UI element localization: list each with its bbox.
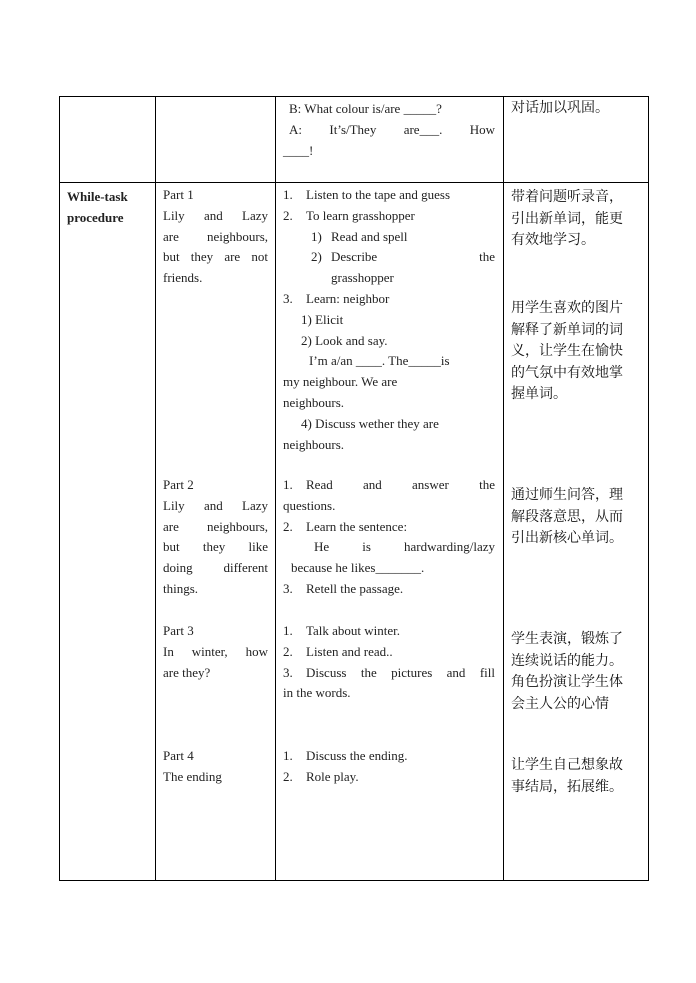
stage-label: procedure	[67, 209, 124, 225]
part-desc-line: The ending	[163, 768, 222, 784]
note-text: 对话加以巩固。	[511, 100, 609, 116]
part-3-activities	[283, 621, 495, 704]
table-row	[60, 183, 649, 881]
table-row	[60, 97, 649, 183]
part-title: Part 3	[163, 623, 194, 638]
note-block	[511, 298, 645, 406]
part-desc-line: but they are not	[163, 249, 268, 265]
note-line: 解释了新单词的词	[511, 321, 623, 338]
part-cell	[156, 183, 276, 881]
stage-label: While-task	[67, 189, 128, 204]
part-desc-line: are they?	[163, 664, 211, 680]
note-block	[511, 485, 645, 550]
part-desc-line: are neighbours,	[163, 228, 268, 244]
step-line: questions.	[283, 497, 336, 513]
note-line: 引出新单词，能更	[511, 210, 623, 227]
step-line: 1) Read and spell	[311, 228, 408, 244]
part-title: Part 2	[163, 477, 194, 492]
note-line: 带着问题听录音，	[511, 189, 623, 205]
part-desc-line: but they like	[163, 539, 268, 555]
note-cell	[504, 183, 649, 881]
part-title: Part 4	[163, 748, 194, 763]
part-desc-line: doing different	[163, 560, 268, 576]
activity-line: ____!	[283, 142, 314, 158]
part-desc-line: In winter, how	[163, 643, 268, 659]
step-line: 4) Discuss wether they are	[301, 415, 439, 431]
note-line: 握单词。	[511, 386, 567, 402]
step-line: 1) Elicit	[301, 311, 344, 327]
note-line: 连续说话的能力。	[511, 652, 623, 669]
step-line: 3. Retell the passage.	[283, 580, 404, 596]
step-line: 2. Learn the sentence:	[283, 518, 408, 534]
part-desc-line: Lily and Lazy	[163, 497, 268, 513]
step-line: 1. Talk about winter.	[283, 623, 401, 638]
note-line: 解段落意思，从而	[511, 508, 623, 525]
step-line: 1. Read and answer the	[283, 477, 495, 492]
part-4	[163, 746, 268, 788]
step-line: 2) Describe the	[311, 249, 495, 265]
stage-cell	[60, 97, 156, 183]
part-2-activities	[283, 475, 495, 600]
activity-line: B: What colour is/are _____?	[289, 101, 442, 116]
activity-cell	[276, 97, 504, 183]
activity-cell	[276, 183, 504, 881]
step-line: 3. Discuss the pictures and fill	[283, 664, 495, 680]
note-line: 角色扮演让学生体	[511, 674, 623, 690]
activity-line: A: It’s/They are___. How	[289, 121, 495, 137]
part-2	[163, 475, 268, 600]
part-desc-line: Lily and Lazy	[163, 207, 268, 223]
note-line: 义，让学生在愉快	[511, 343, 623, 359]
step-line: 1. Discuss the ending.	[283, 748, 408, 763]
note-block	[511, 755, 645, 798]
stage-cell	[60, 183, 156, 881]
step-line: because he likes_______.	[291, 560, 425, 576]
step-line: 2) Look and say.	[301, 332, 388, 348]
part-desc-line: are neighbours,	[163, 518, 268, 534]
step-line: neighbours.	[283, 394, 345, 410]
step-line: 2. Role play.	[283, 768, 359, 784]
step-line: He is hardwarding/lazy	[314, 539, 495, 555]
lesson-plan-table	[59, 96, 649, 881]
note-block	[511, 187, 645, 252]
note-line: 通过师生问答，理	[511, 487, 623, 503]
step-line: in the words.	[283, 685, 351, 701]
note-line: 有效地学习。	[511, 232, 595, 248]
note-line: 引出新核心单词。	[511, 530, 623, 546]
part-1-activities	[283, 185, 495, 455]
step-line: 3. Learn: neighbor	[283, 290, 390, 306]
part-4-activities	[283, 746, 495, 788]
step-line: I’m a/an ____. The_____is	[309, 353, 450, 369]
part-title: Part 1	[163, 187, 194, 202]
part-cell	[156, 97, 276, 183]
note-line: 让学生自己想象故	[511, 757, 623, 773]
part-desc-line: friends.	[163, 270, 203, 286]
part-desc-line: things.	[163, 580, 199, 596]
step-line: 1. Listen to the tape and guess	[283, 187, 451, 202]
note-block	[511, 629, 645, 715]
part-3	[163, 621, 268, 683]
note-cell	[504, 97, 649, 183]
step-line: grasshopper	[331, 270, 394, 286]
note-line: 事结局，拓展维。	[511, 778, 623, 795]
step-line: 2. To learn grasshopper	[283, 207, 415, 223]
step-line: my neighbour. We are	[283, 374, 398, 390]
note-line: 用学生喜欢的图片	[511, 300, 623, 316]
part-1	[163, 185, 268, 289]
note-line: 学生表演，锻炼了	[511, 631, 623, 647]
step-line: 2. Listen and read..	[283, 643, 393, 659]
note-line: 的气氛中有效地掌	[511, 364, 623, 381]
note-line: 会主人公的心情	[511, 695, 609, 712]
step-line: neighbours.	[283, 436, 345, 452]
